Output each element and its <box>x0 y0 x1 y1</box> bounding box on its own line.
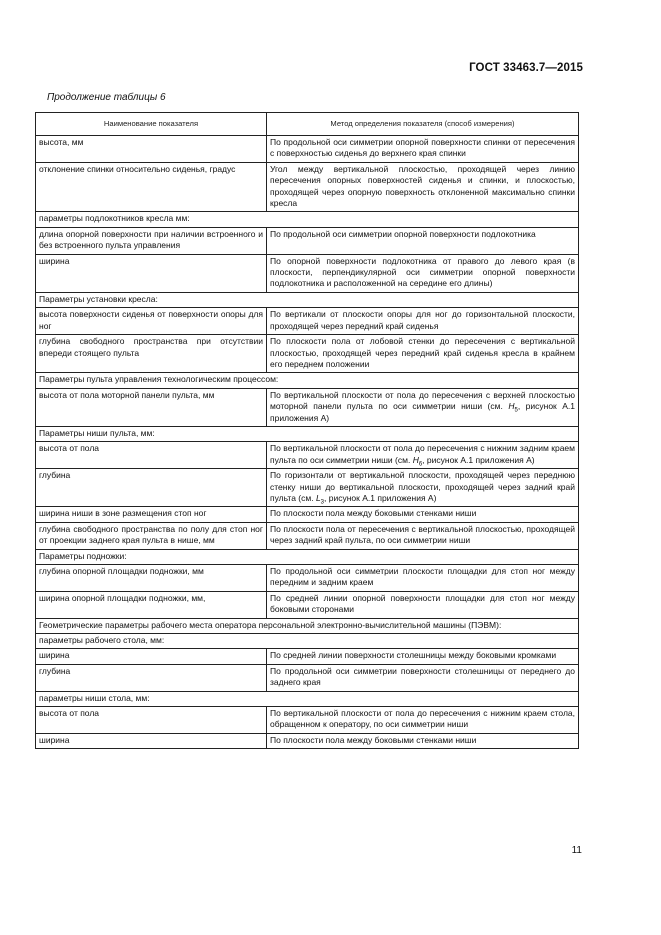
table-section-row <box>36 634 579 649</box>
measurement-method: По плоскости пола от пересечения с вертикальной плоскостью, проходящей через задний край пульта, по оси симметрии ниши <box>267 522 579 549</box>
table-row <box>36 507 579 522</box>
dimension-index: 3 <box>320 499 325 506</box>
measurement-method: По плоскости пола от лобовой стенки до пересечения с вертикальной плоскостью, проходящей через передний край сиденья кресла в крайнем его переднем положении <box>267 335 579 373</box>
dimension-symbol: L <box>315 492 321 503</box>
method-text-end: , рисунок А.1 приложения А) <box>422 454 535 465</box>
dimension-symbol: H <box>508 401 515 412</box>
section-title: Параметры ниши пульта, мм: <box>36 426 579 441</box>
table-section-row <box>36 618 579 633</box>
indicator-table <box>35 112 579 749</box>
indicator-name: высота от пола моторной панели пульта, мм <box>36 388 267 426</box>
measurement-method <box>267 388 579 426</box>
measurement-method <box>267 442 579 469</box>
indicator-name: ширина <box>36 649 267 664</box>
measurement-method: По опорной поверхности подлокотника от правого до левого края (в плоскости, перпендикулярной оси симметрии опорной поверхности подлокотника и расположенной на середине его длины) <box>267 254 579 292</box>
measurement-method: По вертикальной плоскости от пола до пересечения с нижним краем стола, обращенном к оператору, по оси симметрии ниши <box>267 707 579 734</box>
indicator-name: высота от пола <box>36 707 267 734</box>
dimension-symbol: H <box>412 454 419 465</box>
section-title: Параметры подножки: <box>36 549 579 564</box>
method-text-start: По вертикальной плоскости от пола до пересечения с верхней плоскостью моторной панели пульта по оси симметрии ниши (см. <box>270 389 575 412</box>
section-title: Параметры пульта управления технологическим процессом: <box>36 373 579 388</box>
table-row <box>36 388 579 426</box>
table-row <box>36 649 579 664</box>
method-text-start: По вертикальной плоскости от пола до пересечения с нижним задним краем пульта по оси симметрии ниши (см. <box>270 443 575 465</box>
measurement-method: По продольной оси симметрии плоскости площадки для стоп ног между передним и задним краем <box>267 565 579 592</box>
measurement-method: По продольной оси симметрии опорной поверхности подлокотника <box>267 227 579 254</box>
table-row <box>36 227 579 254</box>
table-body <box>36 136 579 749</box>
table-row <box>36 565 579 592</box>
table-row <box>36 733 579 748</box>
table-section-row <box>36 426 579 441</box>
document-code: ГОСТ 33463.7—2015 <box>469 62 583 74</box>
indicator-name: ширина ниши в зоне размещения стоп ног <box>36 507 267 522</box>
measurement-method: По плоскости пола между боковыми стенками ниши <box>267 507 579 522</box>
method-text-end: , рисунок А.1 приложения А) <box>270 401 576 423</box>
indicator-name: длина опорной поверхности при наличии встроенного и без встроенного пульта управления <box>36 227 267 254</box>
dimension-index: 5 <box>514 407 518 414</box>
table-section-row <box>36 549 579 564</box>
measurement-method: По средней линии опорной поверхности площадки для стоп ног между боковыми сторонами <box>267 591 579 618</box>
section-title: параметры ниши стола, мм: <box>36 691 579 706</box>
indicator-name: ширина <box>36 733 267 748</box>
indicator-name: ширина <box>36 254 267 292</box>
table-row <box>36 442 579 469</box>
method-text-end: , рисунок А.1 приложения А) <box>324 492 437 503</box>
table-row <box>36 162 579 212</box>
indicator-name: глубина свободного пространства при отсутствии впереди стоящего пульта <box>36 335 267 373</box>
page-number: 11 <box>571 845 582 856</box>
measurement-method: По продольной оси симметрии опорной поверхности спинки от пересечения с поверхностью сиденья до верхнего края спинки <box>267 136 579 163</box>
indicator-name: ширина опорной площадки подножки, мм, <box>36 591 267 618</box>
measurement-method: По плоскости пола между боковыми стенками ниши <box>267 733 579 748</box>
table-row <box>36 522 579 549</box>
indicator-name: высота, мм <box>36 136 267 163</box>
indicator-name: глубина <box>36 664 267 691</box>
table-row <box>36 335 579 373</box>
method-text-start: По горизонтали от вертикальной плоскости, проходящей через переднюю стенку ниши до вертикальной плоскости, проходящей через задний край пульта (см. <box>270 470 575 503</box>
table-section-row <box>36 373 579 388</box>
indicator-name: высота от пола <box>36 442 267 469</box>
table-row <box>36 664 579 691</box>
measurement-method: По средней линии поверхности столешницы между боковыми кромками <box>267 649 579 664</box>
column-header-method: Метод определения показателя (способ измерения) <box>267 113 579 136</box>
indicator-name: отклонение спинки относительно сиденья, градус <box>36 162 267 212</box>
table-section-row <box>36 292 579 307</box>
measurement-method: По продольной оси симметрии поверхности столешницы от переднего до заднего края <box>267 664 579 691</box>
table-row <box>36 591 579 618</box>
section-title: параметры рабочего стола, мм: <box>36 634 579 649</box>
table-row <box>36 469 579 507</box>
section-title: параметры подлокотников кресла мм: <box>36 212 579 227</box>
section-title: Параметры установки кресла: <box>36 292 579 307</box>
table-row <box>36 707 579 734</box>
table-row <box>36 136 579 163</box>
dimension-index: 6 <box>418 461 423 468</box>
measurement-method: Угол между вертикальной плоскостью, проходящей через линию пересечения опорных поверхностей сиденья и спинки, и плоскостью, проходящей через опорную поверхность отклоненной максимально спинки кресла <box>267 162 579 212</box>
measurement-method <box>267 469 579 507</box>
indicator-name: глубина свободного пространства по полу для стоп ног от проекции заднего края пульта в нише, мм <box>36 522 267 549</box>
indicator-name: высота поверхности сиденья от поверхности опоры для ног <box>36 308 267 335</box>
indicator-name: глубина опорной площадки подножки, мм <box>36 565 267 592</box>
table-row <box>36 254 579 292</box>
table-section-row <box>36 691 579 706</box>
indicator-name: глубина <box>36 469 267 507</box>
table-continuation-label: Продолжение таблицы 6 <box>47 92 166 103</box>
table-header-row <box>36 113 579 136</box>
table-section-row <box>36 212 579 227</box>
measurement-method: По вертикали от плоскости опоры для ног до горизонтальной плоскости, проходящей через передний край сиденья <box>267 308 579 335</box>
column-header-indicator: Наименование показателя <box>36 113 267 136</box>
section-title: Геометрические параметры рабочего места оператора персональной электронно-вычислительной машины (ПЭВМ): <box>36 618 579 633</box>
table-row <box>36 308 579 335</box>
